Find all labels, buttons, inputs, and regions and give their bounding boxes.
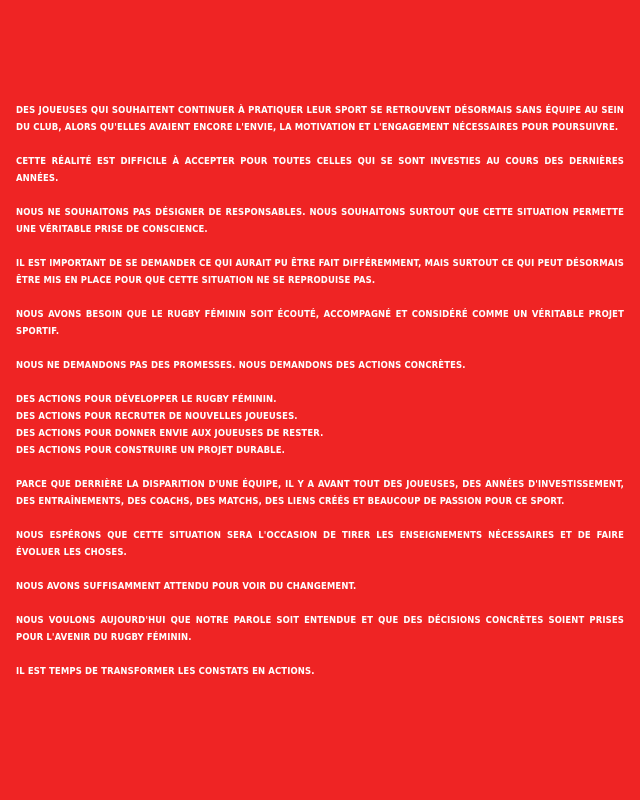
paragraph-no-promises: NOUS NE DEMANDONS PAS DES PROMESSES. NOUS DEMANDONS DES ACTIONS CONCRÈTES. (16, 360, 466, 371)
paragraph-need-to-be-heard: NOUS AVONS BESOIN QUE LE RUGBY FÉMININ SOIT ÉCOUTÉ, ACCOMPAGNÉ ET CONSIDÉRÉ COMME UN VÉRITABLE PROJET SPORTIF. (16, 309, 624, 337)
paragraph-difficult-reality: CETTE RÉALITÉ EST DIFFICILE À ACCEPTER POUR TOUTES CELLES QUI SE SONT INVESTIES AU COURS DES DERNIÈRES ANNÉES. (16, 156, 624, 184)
action-item-recruit: DES ACTIONS POUR RECRUTER DE NOUVELLES JOUEUSES. (16, 411, 298, 422)
paragraph-behind-disappearance: PARCE QUE DERRIÈRE LA DISPARITION D'UNE ÉQUIPE, IL Y A AVANT TOUT DES JOUEUSES, DES ANNÉES D'INVESTISSEMENT, DES ENTRAÎNEMENTS, DES COACHS, DES MATCHS, DES LIENS CRÉÉS ET BEAUCOUP DE PASSION POUR CE SPORT. (16, 479, 624, 507)
action-item-durable-project: DES ACTIONS POUR CONSTRUIRE UN PROJET DURABLE. (16, 445, 285, 456)
paragraph-time-to-act: IL EST TEMPS DE TRANSFORMER LES CONSTATS EN ACTIONS. (16, 666, 315, 677)
action-item-develop: DES ACTIONS POUR DÉVELOPPER LE RUGBY FÉMININ. (16, 394, 277, 405)
paragraph-players-without-team: DES JOUEUSES QUI SOUHAITENT CONTINUER À PRATIQUER LEUR SPORT SE RETROUVENT DÉSORMAIS SANS ÉQUIPE AU SEIN DU CLUB, ALORS QU'ELLES AVAIENT ENCORE L'ENVIE, LA MOTIVATION ET L'ENGAGEMENT NÉCESSAIRES POUR POURSUIVRE. (16, 105, 624, 133)
paragraph-what-could-be-done: IL EST IMPORTANT DE SE DEMANDER CE QUI AURAIT PU ÊTRE FAIT DIFFÉREMMENT, MAIS SURTOUT CE QUI PEUT DÉSORMAIS ÊTRE MIS EN PLACE POUR QUE CETTE SITUATION NE SE REPRODUISE PAS. (16, 258, 624, 286)
paragraph-voice-heard: NOUS VOULONS AUJOURD'HUI QUE NOTRE PAROLE SOIT ENTENDUE ET QUE DES DÉCISIONS CONCRÈTES SOIENT PRISES POUR L'AVENIR DU RUGBY FÉMININ. (16, 615, 624, 643)
actions-list (16, 391, 624, 459)
paragraph-lessons-learned: NOUS ESPÉRONS QUE CETTE SITUATION SERA L'OCCASION DE TIRER LES ENSEIGNEMENTS NÉCESSAIRES ET DE FAIRE ÉVOLUER LES CHOSES. (16, 530, 624, 558)
paragraph-no-blame: NOUS NE SOUHAITONS PAS DÉSIGNER DE RESPONSABLES. NOUS SOUHAITONS SURTOUT QUE CETTE SITUATION PERMETTE UNE VÉRITABLE PRISE DE CONSCIENCE. (16, 207, 624, 235)
action-item-retain: DES ACTIONS POUR DONNER ENVIE AUX JOUEUSES DE RESTER. (16, 428, 324, 439)
paragraph-waited-enough: NOUS AVONS SUFFISAMMENT ATTENDU POUR VOIR DU CHANGEMENT. (16, 581, 357, 592)
